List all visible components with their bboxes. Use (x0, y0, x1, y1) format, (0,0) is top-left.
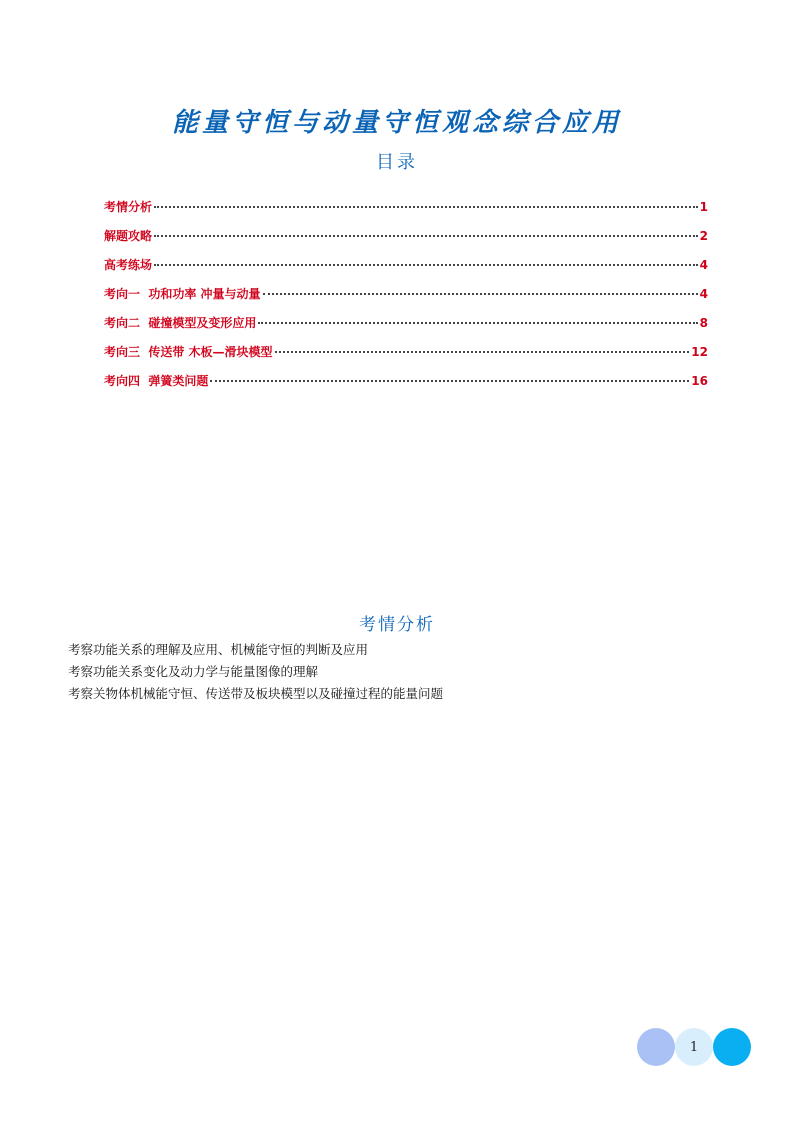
toc-item[interactable] (104, 227, 708, 256)
analysis-heading: 考情分析 (359, 615, 435, 635)
toc-item-page: 2 (699, 229, 708, 243)
toc-item-label: 高考练场 (104, 258, 153, 272)
toc-item-page: 8 (699, 316, 708, 330)
toc-item-label: 考情分析 (104, 200, 153, 214)
toc-item-label: 考向四 弹簧类问题 (104, 374, 209, 388)
toc-item-label: 考向三 传送带 木板—滑块模型 (104, 345, 273, 359)
analysis-line: 考察功能关系的理解及应用、机械能守恒的判断及应用 (68, 642, 369, 657)
toc-leader-dots (154, 206, 698, 208)
toc-heading: 目录 (376, 152, 418, 173)
toc-item[interactable] (104, 343, 708, 372)
toc-leader-dots (263, 293, 698, 295)
badge-circle-middle (675, 1028, 713, 1066)
toc-item-page: 16 (691, 374, 708, 388)
toc-item-label: 解题攻略 (104, 229, 153, 243)
toc-leader-dots (210, 380, 689, 382)
badge-circle-left (637, 1028, 675, 1066)
toc-item[interactable] (104, 256, 708, 285)
toc-item[interactable] (104, 198, 708, 227)
toc-item[interactable] (104, 372, 708, 401)
analysis-line: 考察功能关系变化及动力学与能量图像的理解 (68, 664, 319, 679)
toc-item-page: 1 (699, 200, 708, 214)
page-number: 1 (689, 1039, 699, 1055)
toc-item[interactable] (104, 285, 708, 314)
analysis-section (68, 639, 728, 705)
badge-circle-right (713, 1028, 751, 1066)
toc-item-label: 考向二 碰撞模型及变形应用 (104, 316, 257, 330)
toc-item-label: 考向一 功和功率 冲量与动量 (104, 287, 261, 301)
toc-leader-dots (154, 264, 698, 266)
toc-item-page: 4 (699, 287, 708, 301)
toc-item[interactable] (104, 314, 708, 343)
page-number-badge (637, 1028, 751, 1066)
toc-item-page: 12 (691, 345, 708, 359)
analysis-line: 考察关物体机械能守恒、传送带及板块模型以及碰撞过程的能量问题 (68, 686, 444, 701)
toc-leader-dots (258, 322, 697, 324)
document-title: 能量守恒与动量守恒观念综合应用 (171, 108, 622, 138)
toc-leader-dots (154, 235, 698, 237)
table-of-contents (104, 198, 708, 401)
toc-leader-dots (275, 351, 690, 353)
toc-item-page: 4 (699, 258, 708, 272)
